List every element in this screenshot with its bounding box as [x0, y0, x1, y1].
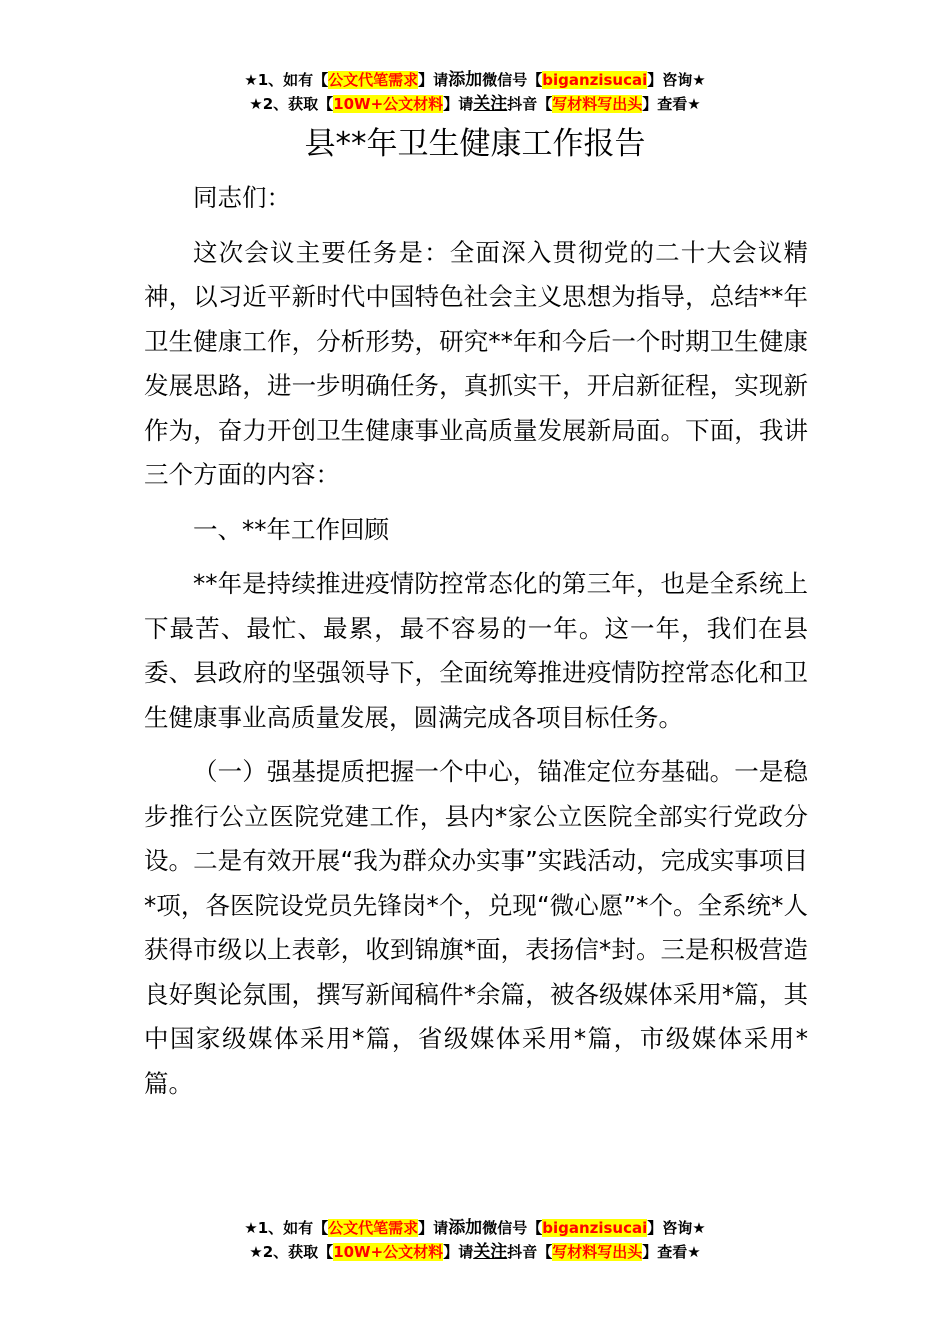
promo-highlight-wechat-id: biganzisucai [542, 71, 648, 89]
promo-highlight-douyin-id: 写材料写出头 [552, 95, 643, 113]
promo-text: 微信号【 [482, 71, 543, 89]
promo-banner-top [0, 68, 950, 116]
promo-line-2 [0, 1240, 950, 1264]
promo-text: 微信号【 [482, 1219, 543, 1237]
promo-text: ★2、获取【 [249, 95, 334, 113]
promo-text: ★2、获取【 [249, 1243, 334, 1261]
paragraph: **年是持续推进疫情防控常态化的第三年，也是全系统上下最苦、最忙、最累，最不容易的一年。这一年，我们在县委、县政府的坚强领导下，全面统筹推进疫情防控常态化和卫生健康事业高质量发展，圆满完成各项目标任务。 [144, 569, 808, 732]
promo-text: 】咨询★ [647, 71, 706, 89]
promo-text: 抖音【 [507, 1243, 553, 1261]
promo-banner-bottom [0, 1216, 950, 1264]
promo-text: ★1、如有【 [244, 71, 329, 89]
promo-text: 】咨询★ [647, 1219, 706, 1237]
promo-highlight: 公文代笔需求 [328, 71, 419, 89]
paragraph: 这次会议主要任务是：全面深入贯彻党的二十大会议精神，以习近平新时代中国特色社会主义思想为指导，总结**年卫生健康工作，分析形势，研究**年和今后一个时期卫生健康发展思路，进一步明确任务，真抓实干，开启新征程，实现新作为，奋力开创卫生健康事业高质量发展新局面。下面，我讲三个方面的内容： [144, 237, 808, 489]
promo-emphasis: 添加 [448, 1218, 483, 1238]
promo-text: 】请 [443, 1243, 474, 1261]
promo-text: 】请 [418, 1219, 449, 1237]
promo-emphasis: 关注 [473, 1242, 508, 1262]
promo-line-2 [0, 92, 950, 116]
promo-text: 】查看★ [642, 95, 701, 113]
document-body [144, 176, 808, 1116]
promo-emphasis: 关注 [473, 94, 508, 114]
paragraph: （一）强基提质把握一个中心，锚准定位夯基础。一是稳步推行公立医院党建工作，县内*家公立医院全部实行党政分设。二是有效开展“我为群众办实事”实践活动，完成实事项目*项，各医院设党员先锋岗*个，兑现“微心愿”*个。全系统*人获得市级以上表彰，收到锦旗*面，表扬信*封。三是积极营造良好舆论氛围，撰写新闻稿件*余篇，被各级媒体采用*篇，其中国家级媒体采用*篇，省级媒体采用*篇，市级媒体采用*篇。 [144, 757, 808, 1098]
promo-emphasis: 添加 [448, 70, 483, 90]
promo-text: 】请 [443, 95, 474, 113]
promo-highlight: 10W+公文材料 [333, 95, 444, 113]
salutation: 同志们： [193, 183, 291, 212]
promo-highlight-wechat-id: biganzisucai [542, 1219, 648, 1237]
promo-line-1 [0, 68, 950, 92]
document-title: 县**年卫生健康工作报告 [304, 126, 646, 162]
promo-text: ★1、如有【 [244, 1219, 329, 1237]
promo-text: 】查看★ [642, 1243, 701, 1261]
promo-text: 】请 [418, 71, 449, 89]
promo-highlight: 10W+公文材料 [333, 1243, 444, 1261]
promo-text: 抖音【 [507, 95, 553, 113]
promo-highlight: 公文代笔需求 [328, 1219, 419, 1237]
promo-highlight-douyin-id: 写材料写出头 [552, 1243, 643, 1261]
section-heading: 一、**年工作回顾 [193, 514, 389, 544]
promo-line-1 [0, 1216, 950, 1240]
